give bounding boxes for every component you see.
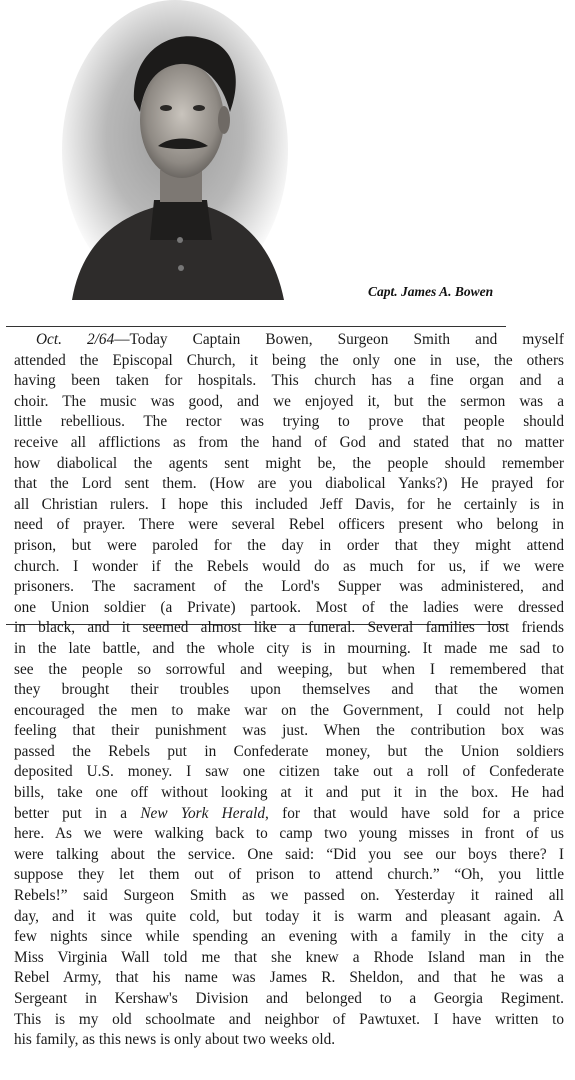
- entry-line: need of prayer. There were several Rebel officers present who belong in: [14, 516, 564, 534]
- entry-line-herald: better put in a New York Herald, for that would have sold for a price: [14, 804, 564, 822]
- entry-line: how diabolical the agents sent might be, the people should remember: [14, 454, 564, 472]
- entry-line: day, and it was quite cold, but today it is warm and pleasant again. A: [14, 907, 564, 925]
- diary-entry: [14, 330, 564, 1051]
- entry-line: choir. The music was good, and we enjoyed it, but the sermon was a: [14, 392, 564, 410]
- entry-line: all Christian rulers. I hope this included Jeff Davis, for he certainly is in: [14, 495, 564, 513]
- entry-line: prison, but were paroled for the day in order that they might attend: [14, 536, 564, 554]
- entry-line: prisoners. The sacrament of the Lord's Supper was administered, and: [14, 578, 564, 596]
- entry-line: receive all afflictions as from the hand of God and stated that no matter: [14, 433, 564, 451]
- entry-line: they brought their troubles upon themselves and that the women: [14, 681, 564, 699]
- entry-line: that the Lord sent them. (How are you diabolical Yanks?) He prayed for: [14, 475, 564, 493]
- entry-line: in black, and it seemed almost like a funeral. Several families lost friends: [14, 619, 564, 637]
- entry-line: see the people so sorrowful and weeping, but when I remembered that: [14, 660, 564, 678]
- entry-line: in the late battle, and the whole city is in mourning. It made me sad to: [14, 639, 564, 657]
- entry-line: Miss Virginia Wall told me that she knew a Rhode Island man in the: [14, 948, 564, 966]
- entry-line: his family, as this news is only about two weeks old.: [14, 1031, 336, 1049]
- entry-line: encouraged the men to make war on the Government, I could not help: [14, 701, 564, 719]
- entry-line: here. As we were walking back to camp two young misses in front of us: [14, 825, 564, 843]
- entry-line: bills, take one off without looking at it and put it in the box. He had: [14, 784, 564, 802]
- entry-line: little rebellious. The rector was trying to prove that people should: [14, 413, 564, 431]
- top-divider: [6, 326, 506, 327]
- entry-line: were talking about the service. One said: “Did you see our boys there? I: [14, 845, 564, 863]
- entry-line: passed the Rebels put in Confederate money, but the Union soldiers: [14, 742, 564, 760]
- portrait-photo: [62, 0, 288, 300]
- entry-date: Oct. 2/64: [36, 331, 115, 348]
- entry-line: suppose they let them out of prison to attend church.” “Oh, you little: [14, 866, 564, 884]
- entry-line: church. I wonder if the Rebels would do as much for us, if we were: [14, 557, 564, 575]
- portrait-caption: Capt. James A. Bowen: [368, 284, 494, 299]
- entry-line: having been taken for hospitals. This church has a fine organ and a: [14, 372, 564, 390]
- entry-line: Sergeant in Kershaw's Division and belonged to a Georgia Regiment.: [14, 990, 564, 1007]
- entry-line: few nights since while spending an evening with a family in the city a: [14, 928, 564, 946]
- entry-line: deposited U.S. money. I saw one citizen take out a roll of Confederate: [14, 763, 564, 781]
- entry-line: feeling that their punishment was just. When the contribution box was: [14, 722, 564, 740]
- entry-line: one Union soldier (a Private) partook. Most of the ladies were dressed: [14, 598, 564, 616]
- entry-line: attended the Episcopal Church, it being the only one in use, the others: [14, 351, 564, 369]
- newspaper-title: New York Herald: [140, 804, 266, 822]
- entry-line: Rebel Army, that his name was James R. Sheldon, and that he was a: [14, 969, 564, 987]
- entry-line: Rebels!” said Surgeon Smith as we passed on. Yesterday it rained all: [14, 887, 564, 905]
- entry-line-1: Oct. 2/64—Today Captain Bowen, Surgeon Smith and myself: [36, 331, 564, 348]
- entry-line: This is my old schoolmate and neighbor of Pawtuxet. I have written to: [14, 1010, 564, 1028]
